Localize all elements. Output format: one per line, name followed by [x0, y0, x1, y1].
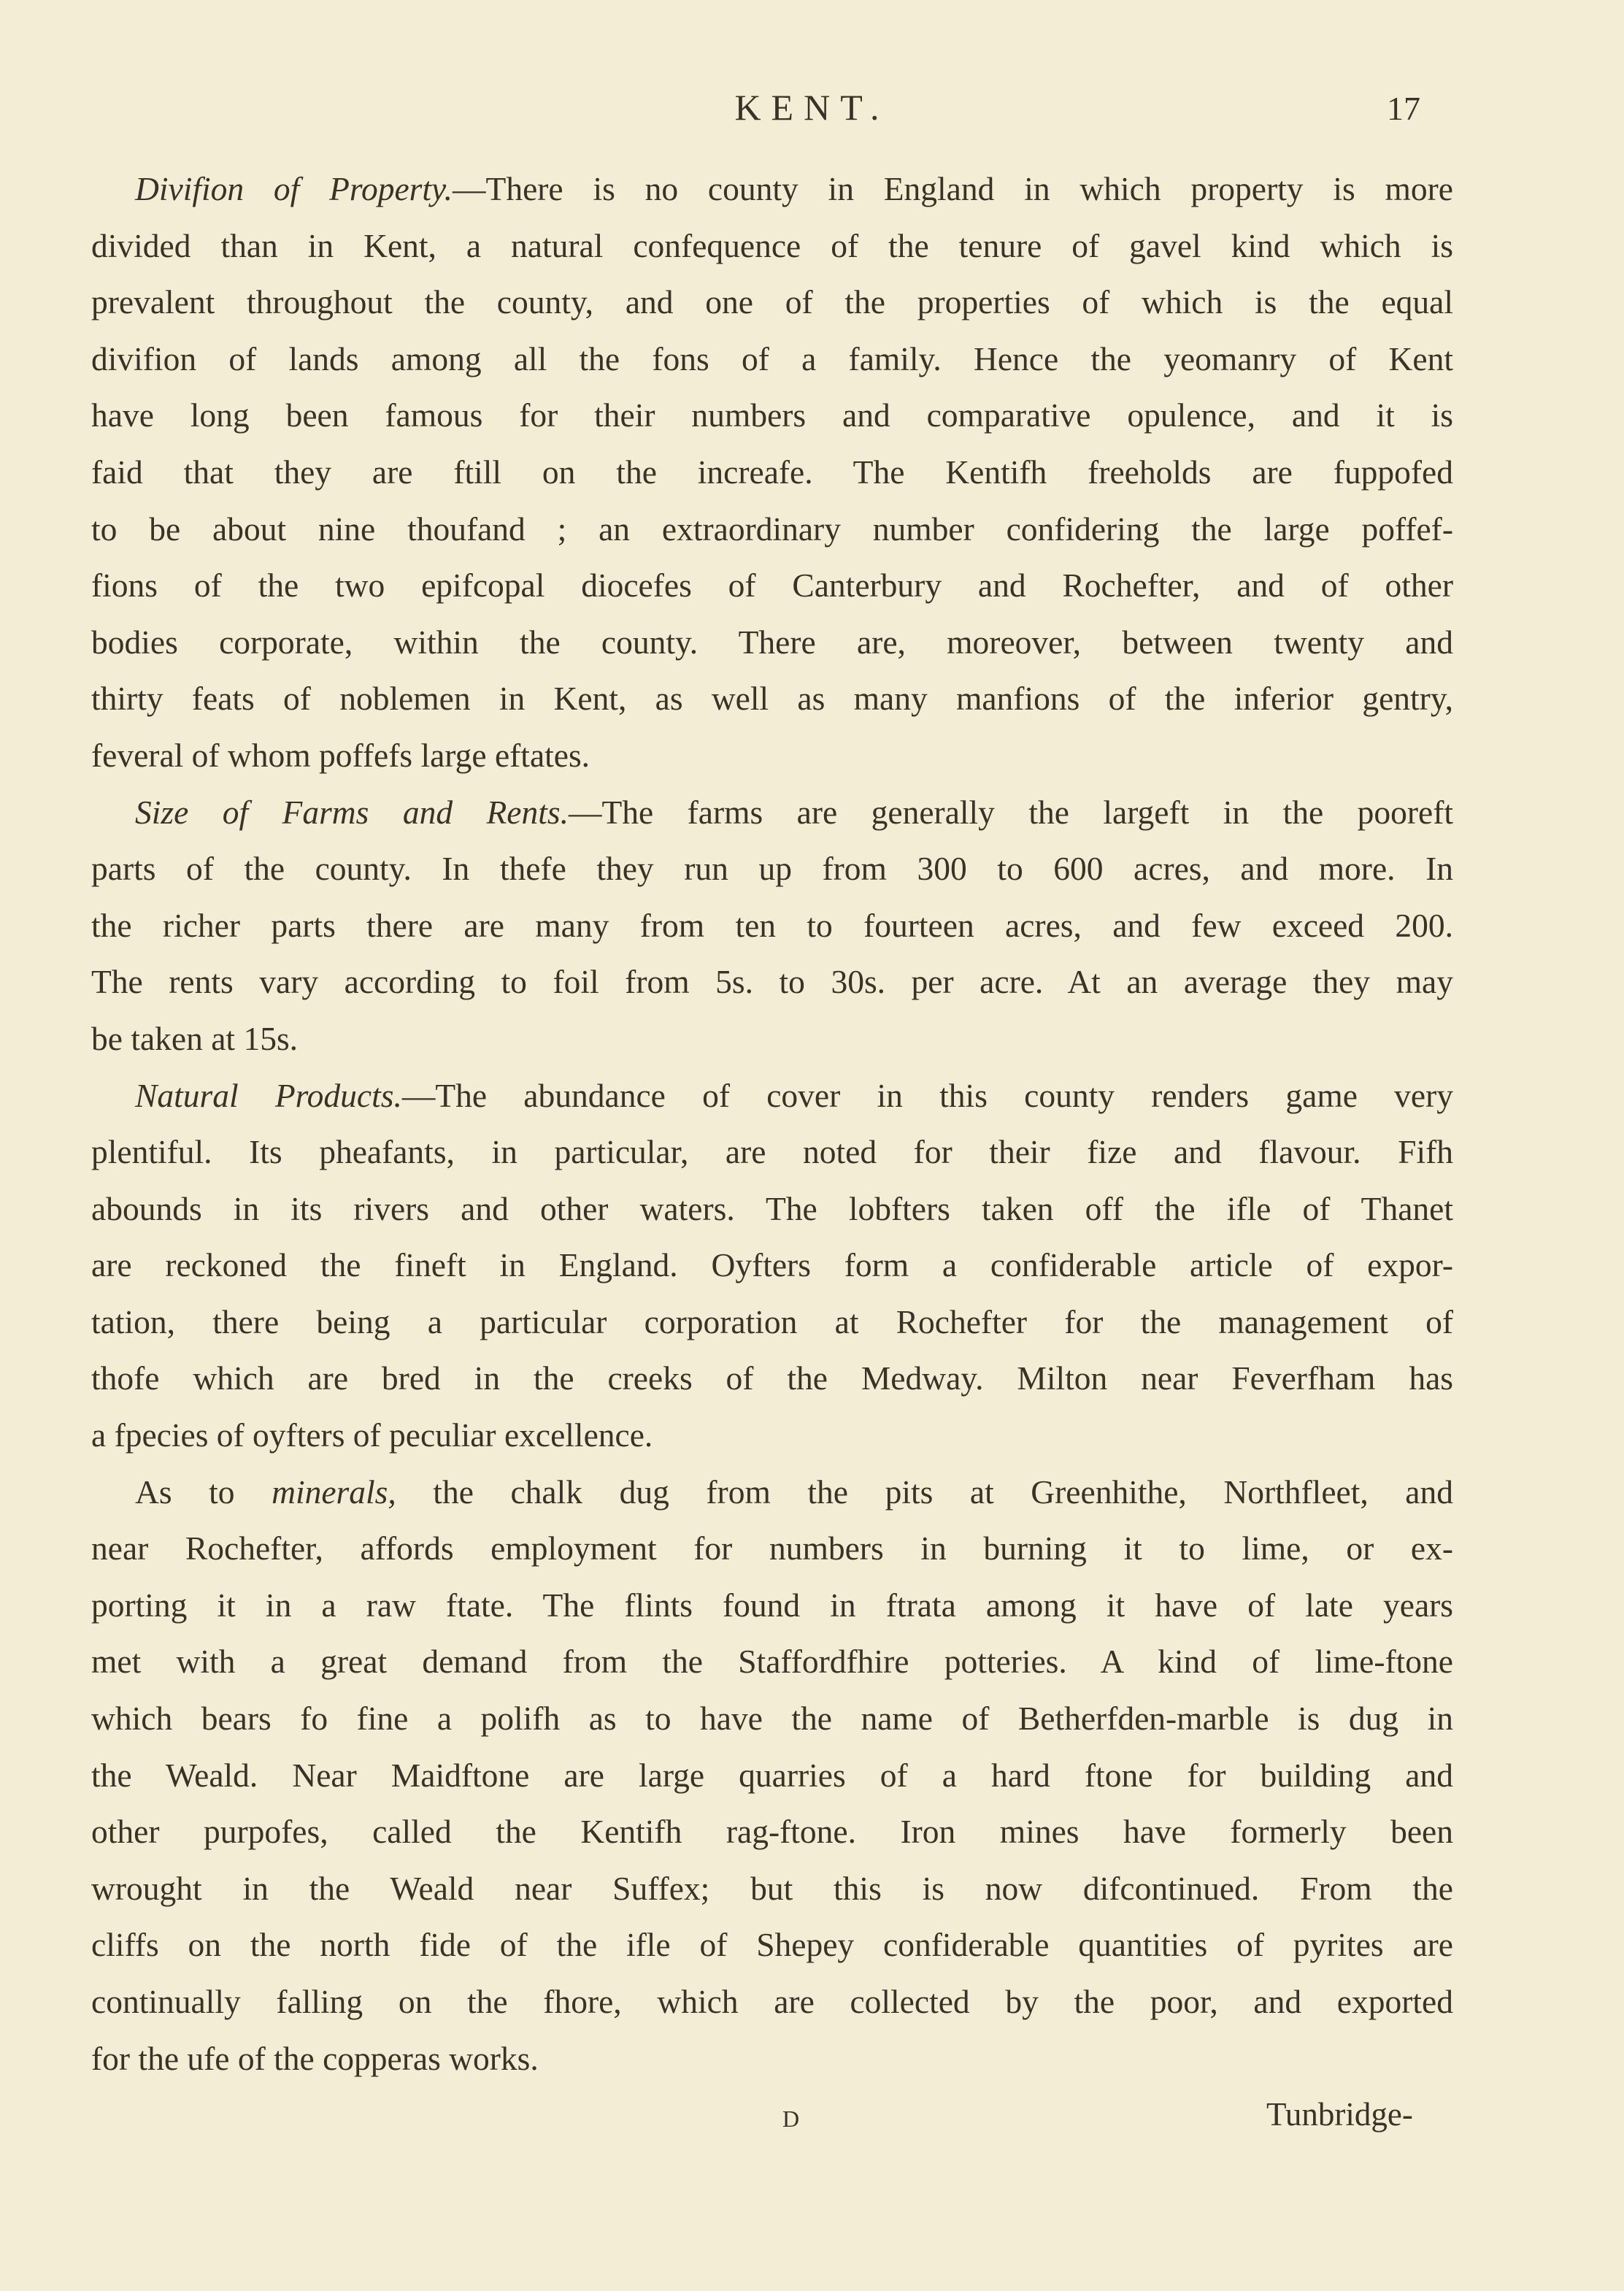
- text-line: are reckoned the fineft in England. Oyfters form a confiderable article of expor-: [91, 1246, 1453, 1284]
- catchword: Tunbridge-: [1266, 2096, 1413, 2133]
- text-line: abounds in its rivers and other waters. The lobfters taken off the ifle of Thanet: [91, 1189, 1453, 1227]
- text-line: divifion of lands among all the fons of a family. Hence the yeomanry of Kent: [91, 339, 1453, 377]
- section-heading: Size of Farms and Rents.: [135, 793, 569, 831]
- section-heading: minerals,: [272, 1473, 396, 1511]
- text-line: plentiful. Its pheafants, in particular, are noted for their fize and flavour. Fifh: [91, 1133, 1453, 1171]
- section-heading: Natural Products.: [135, 1076, 402, 1114]
- page-footer: [0, 2095, 1624, 2154]
- text-line: tation, there being a particular corporation at Rochefter for the management of: [91, 1302, 1453, 1340]
- text-line: wrought in the Weald near Suffex; but this is now difcontinued. From the: [91, 1869, 1453, 1907]
- text-line: to be about nine thoufand ; an extraordinary number confidering the large poffef-: [91, 510, 1453, 548]
- text-line: which bears fo fine a polifh as to have the name of Betherfden-marble is dug in: [91, 1700, 1453, 1738]
- text-line: The rents vary according to foil from 5s. to 30s. per acre. At an average they may: [91, 963, 1453, 1001]
- text-line: have long been famous for their numbers and comparative opulence, and it is: [91, 396, 1453, 434]
- text-line: near Rochefter, affords employment for numbers in burning it to lime, or ex-: [91, 1530, 1453, 1567]
- text-line: other purpofes, called the Kentifh rag-ftone. Iron mines have formerly been: [91, 1813, 1453, 1851]
- text-line: As to minerals, the chalk dug from the pits at Greenhithe, Northfleet, and: [135, 1473, 1453, 1511]
- text-line: porting it in a raw ftate. The flints found in ftrata among it have of late years: [91, 1586, 1453, 1624]
- text-line: faid that they are ftill on the increafe. The Kentifh freeholds are fuppofed: [91, 453, 1453, 491]
- text-line: Size of Farms and Rents.—The farms are generally the largeft in the pooreft: [135, 793, 1453, 831]
- page-number: 17: [1387, 90, 1420, 127]
- text-line: for the ufe of the copperas works.: [91, 2039, 539, 2077]
- text-line: continually falling on the fhore, which are collected by the poor, and exported: [91, 1983, 1453, 2020]
- text-line: Divifion of Property.—There is no county in England in which property is more: [135, 170, 1453, 207]
- text-line: prevalent throughout the county, and one of the properties of which is the equal: [91, 283, 1453, 321]
- running-header-title: KENT.: [734, 87, 890, 128]
- text-line: cliffs on the north fide of the ifle of Shepey confiderable quantities of pyrites are: [91, 1926, 1453, 1964]
- text-line: the richer parts there are many from ten to fourteen acres, and few exceed 200.: [91, 906, 1453, 944]
- text-line: thirty feats of noblemen in Kent, as well as many manfions of the inferior gentry,: [91, 680, 1453, 718]
- text-line: bodies corporate, within the county. There are, moreover, between twenty and: [91, 623, 1453, 661]
- text-line: met with a great demand from the Staffordfhire potteries. A kind of lime-ftone: [91, 1643, 1453, 1681]
- signature-mark: D: [782, 2106, 801, 2132]
- text-line: the Weald. Near Maidftone are large quarries of a hard ftone for building and: [91, 1756, 1453, 1794]
- text-line: divided than in Kent, a natural confequence of the tenure of gavel kind which is: [91, 226, 1453, 264]
- text-line: parts of the county. In thefe they run up from 300 to 600 acres, and more. In: [91, 850, 1453, 888]
- section-heading: Divifion of Property.: [135, 170, 453, 207]
- text-line: thofe which are bred in the creeks of the Medway. Milton near Feverfham has: [91, 1359, 1453, 1397]
- text-line: Natural Products.—The abundance of cover in this county renders game very: [135, 1076, 1453, 1114]
- text-line: be taken at 15s.: [91, 1019, 299, 1057]
- text-line: feveral of whom poffefs large eftates.: [91, 736, 590, 774]
- text-line: a fpecies of oyfters of peculiar excellence.: [91, 1416, 653, 1454]
- text-line: fions of the two epifcopal diocefes of Canterbury and Rochefter, and of other: [91, 567, 1453, 605]
- body-text: [91, 161, 1453, 2087]
